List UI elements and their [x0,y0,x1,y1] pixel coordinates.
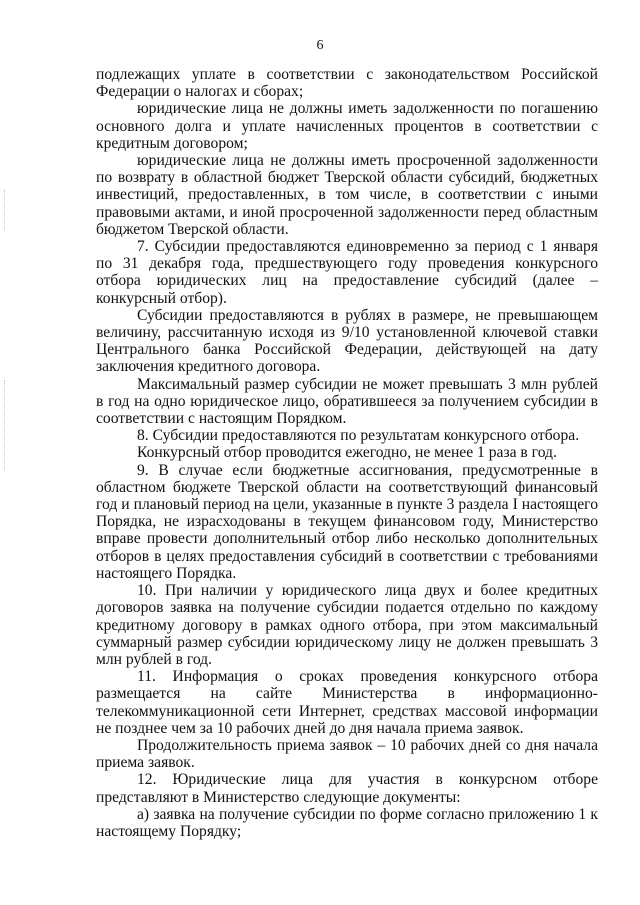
paragraph: 10. При наличии у юридического лица двух и более кредитных договоров заявка на получение субсидии подается отдельно по каждому кредитному договору в рамках одного отбора, при этом максимальный суммарный размер субсидии юридическому лицу не должен превышать 3 млн рублей в год. [96,582,598,668]
scan-margin-mark [4,190,7,230]
paragraph: Субсидии предоставляются в рублях в размере, не превышающем величину, рассчитанную исходя из 9/10 установленной ключевой ставки Центрального банка Российской Федерации, действующей на дату заключения кредитного договора. [96,306,598,376]
paragraph: юридические лица не должны иметь просроченной задолженности по возврату в областной бюджет Тверской области субсидий, бюджетных инвестиций, предоставленных, в том числе, в соответствии с иными правовыми актами, и иной просроченной задолженности перед областным бюджетом Тверской области. [96,152,598,238]
paragraph: юридические лица не должны иметь задолженности по погашению основного долга и уплате начисленных процентов в соответствии с кредитным договором; [96,100,598,152]
document-body [96,66,598,840]
paragraph: 11. Информация о сроках проведения конкурсного отбора размещается на сайте Министерства в информационно-телекоммуникационной сети Интернет, средствах массовой информации не позднее чем за 10 рабочих дней до дня начала приема заявок. [96,668,598,737]
paragraph: Максимальный размер субсидии не может превышать 3 млн рублей в год на одно юридическое лицо, обратившееся за получением субсидии в соответствии с настоящим Порядком. [96,375,598,428]
paragraph: 8. Субсидии предоставляются по результатам конкурсного отбора. [137,427,580,445]
paragraph: 12. Юридические лица для участия в конкурсном отборе представляют в Министерство следующие документы: [96,771,598,806]
page-number: 6 [316,38,324,53]
paragraph: Конкурсный отбор проводится ежегодно, не менее 1 раза в год. [137,444,557,462]
paragraph: 9. В случае если бюджетные ассигнования, предусмотренные в областном бюджете Тверской области на соответствующий финансовый год и плановый период на цели, указанные в пункте 3 раздела I настоящего Порядка, не израсходованы в текущем финансовом году, Министерство вправе провести дополнительный отбор либо несколько дополнительных отборов в целях предоставления субсидий в соответствии с требованиями настоящего Порядка. [96,461,598,582]
paragraph: Продолжительность приема заявок – 10 рабочих дней со дня начала приема заявок. [96,736,598,772]
paragraph: 7. Субсидии предоставляются единовременно за период с 1 января по 31 декабря года, предшествующего году проведения конкурсного отбора юридических лиц на предоставление субсидий (далее – конкурсный отбор). [96,238,598,307]
paragraph: подлежащих уплате в соответствии с законодательством Российской Федерации о налогах и сборах; [96,66,598,101]
scan-margin-mark [4,380,7,470]
paragraph: а) заявка на получение субсидии по форме согласно приложению 1 к настоящему Порядку; [96,805,598,840]
